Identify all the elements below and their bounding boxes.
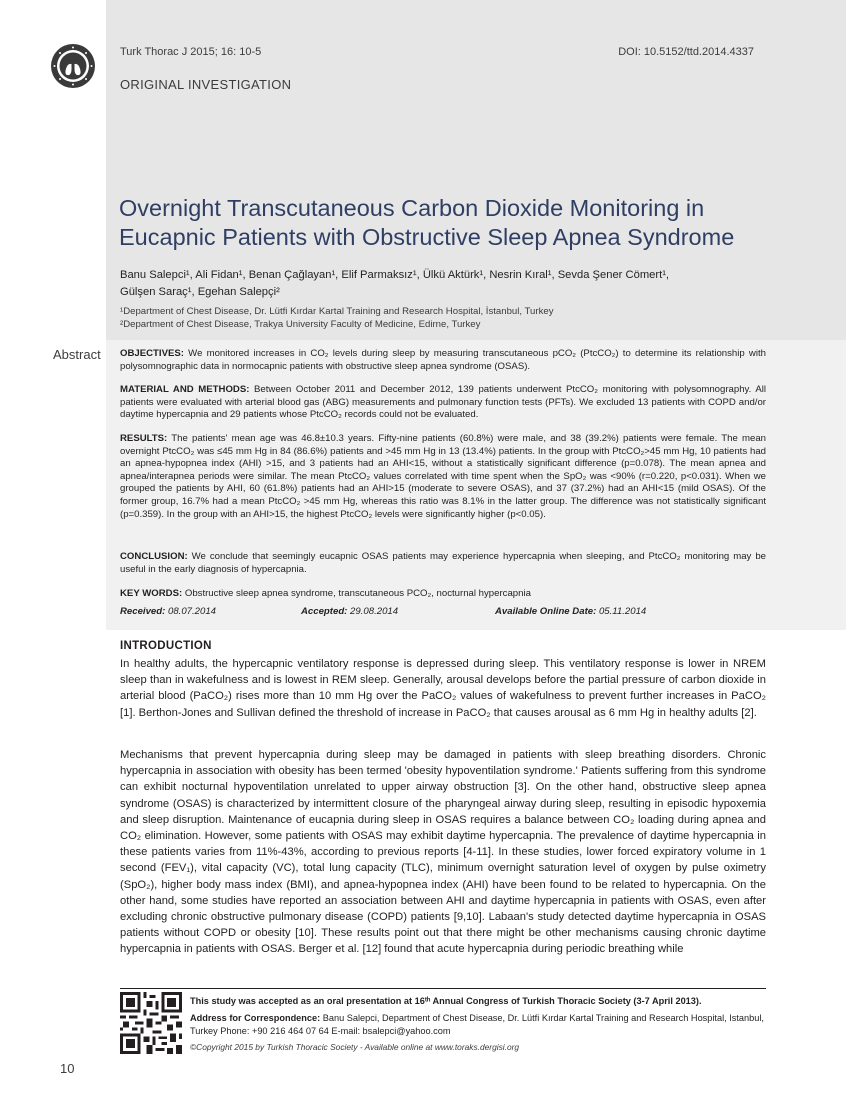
- correspondence: [190, 1012, 765, 1038]
- author-list: [120, 267, 780, 301]
- body-paragraph-1: In healthy adults, the hypercapnic ventilatory response is depressed during sleep. This ventilatory response is lower in NREM sleep than in wakefulness and is lowest in REM sleep. Generally, arousal develops before the partial pressure of carbon dioxide in arterial blood (PaCO₂) rises more than 10 mm Hg over the PaCO₂ values of wakefulness to prevent further increases in PaCO₂ [1]. Berthon-Jones and Sullivan defined the threshold of increase in PaCO₂ that causes arousal as 6 mm Hg in healthy adults [2].: [120, 658, 766, 719]
- abstract-objectives: [120, 348, 766, 373]
- keywords-text: Obstructive sleep apnea syndrome, transcutaneous PCO₂, nocturnal hypercapnia: [182, 588, 531, 599]
- correspondence-text: Banu Salepci, Department of Chest Disease, Dr. Lütfi Kırdar Kartal Training and Research Hospital, Istanbul, Turkey Phone: +90 216 464 07 64 E-mail: bsalepci@yahoo.com: [190, 1013, 764, 1036]
- qr-code-icon: [120, 992, 182, 1054]
- turkish-thoracic-society-logo-icon: [50, 43, 96, 89]
- methods-label: MATERIAL AND METHODS:: [120, 384, 250, 395]
- conclusion-text: We conclude that seemingly eucapnic OSAS patients may experience hypercapnia when sleeping, and PtcCO₂ monitoring may be useful in the early diagnosis of hypercapnia.: [120, 551, 766, 575]
- affiliation-1: ¹Department of Chest Disease, Dr. Lütfi Kırdar Kartal Training and Research Hospital, İstanbul, Turkey: [120, 306, 554, 317]
- title-line-2: Eucapnic Patients with Obstructive Sleep Apnea Syndrome: [119, 224, 735, 250]
- abstract-conclusion: [120, 551, 766, 576]
- abstract-methods: [120, 384, 766, 422]
- online-value: 05.11.2014: [596, 606, 647, 617]
- footer-divider: [120, 988, 766, 989]
- abstract-results: [120, 433, 766, 521]
- objectives-label: OBJECTIVES:: [120, 348, 184, 359]
- abstract-keywords: [120, 588, 766, 601]
- copyright: ©Copyright 2015 by Turkish Thoracic Society - Available online at www.toraks.dergisi.org: [190, 1042, 520, 1052]
- abstract-label: Abstract: [53, 347, 101, 362]
- methods-text: Between October 2011 and December 2012, 139 patients underwent PtcCO₂ monitoring with polysomnography. All patients were evaluated with arterial blood gas (ABG) measurements and pulmonary function tests (PFTs). We excluded 13 patients with COPD and/or daytime hypercapnia and 29 patients whose PtcCO₂ records could not be evaluated.: [120, 384, 766, 421]
- objectives-text: We monitored increases in CO₂ levels during sleep by measuring transcutaneous pCO₂ (PtcCO₂) to determine its relationship with polysomnographic data in normocapnic patients with obstructive sleep apnea syndrome (OSAS).: [120, 348, 766, 372]
- results-text: The patients' mean age was 46.8±10.3 years. Fifty-nine patients (60.8%) were male, and 38 (39.2%) patients were female. The mean overnight PtcCO₂ was ≤45 mm Hg in 84 (86.6%) patients and >45 mm Hg in 13 (13.4%) patients. In the group with PtcCO₂>45 mm Hg, 10 patients had an apnea-hypopnea index (AHI) >15, and 3 patients had an AHI<15, without a statistically significant difference (p=0.078). The mean apnea and apnea/interapnea periods were similar. The mean PtcCO₂ values correlated with time spent when the SpO₂ was <90% (r=0.220, p<0.031). When we grouped the patients by AHI, 60 (61.8%) patients had an AHI>15 (moderate to severe OSAS), and 37 (37.2%) had an AHI<15 (mild OSAS). Of the former group, 16.7% had a mean PtcCO₂ >45 mm Hg, whereas this ratio was 8.1% in the latter group. The difference was not statistically significant (p=0.359). In the group with an AHI>15, the highest PtcCO₂ levels were significantly higher (p<0.05).: [120, 433, 766, 520]
- presentation-note: This study was accepted as an oral presentation at 16ᵗʰ Annual Congress of Turkish Thoracic Society (3-7 April 2013).: [190, 996, 702, 1006]
- conclusion-label: CONCLUSION:: [120, 551, 188, 562]
- article-title: [119, 194, 809, 252]
- left-margin: [0, 0, 106, 1102]
- page-number: 10: [60, 1061, 75, 1076]
- authors-line-1: Banu Salepci¹, Ali Fidan¹, Benan Çağlayan¹, Elif Parmaksız¹, Ülkü Aktürk¹, Nesrin Kıral¹, Sevda Şener Cömert¹,: [120, 269, 670, 281]
- keywords-label: KEY WORDS:: [120, 588, 183, 599]
- journal-citation: Turk Thorac J 2015; 16: 10-5: [120, 46, 262, 58]
- authors-line-2: Gülşen Saraç¹, Egehan Salepçi²: [120, 286, 280, 298]
- body-paragraph-2: Mechanisms that prevent hypercapnia during sleep may be damaged in patients with sleep breathing disorders. Chronic hypercapnia in association with obesity has been termed 'obesity hypoventilation syndrome.' Patients suffering from this syndrome can exhibit nocturnal hypoventilation unrelated to upper airway obstruction [3]. On the other hand, obstructive sleep apnea syndrome (OSAS) is characterized by intermittent closure of the pharyngeal airway during sleep, resulting in episodic hypoxemia and sleep disruption. Maintenance of eucapnia during sleep in OSAS requires a balance between CO₂ loading during apnea and CO₂ elimination. However, some patients with OSAS may exhibit daytime hypercapnia. The prevalence of daytime hypercapnia in these patients varies from 11%-43%, according to previous reports [4-11]. In these studies, lower forced expiratory volume in 1 second (FEV₁), vital capacity (VC), total lung capacity (TLC), minimum overnight saturation level of oxygen by pulse oximetry (SpO₂), higher body mass index (BMI), and apnea-hypopnea index (AHI) have been found to be related to hypercapnia. On the other hand, some studies have reported an association between AHI and daytime hypercapnia in patients with OSAS, even after excluding chronic obstructive pulmonary disease (COPD) patients [9,10]. Labaan's study detected daytime hypercapnia in OSAS patients without COPD or obesity [10]. These results point out that there might be other mechanisms causing chronic daytime hypercapnia in patients with OSAS. Berger et al. [12] found that acute hypercapnia during periodic breathing while: [120, 749, 766, 956]
- accepted-label: Accepted:: [301, 606, 348, 617]
- results-label: RESULTS:: [120, 433, 168, 444]
- received-label: Received:: [120, 606, 166, 617]
- affiliation-2: ²Department of Chest Disease, Trakya University Faculty of Medicine, Edirne, Turkey: [120, 319, 481, 330]
- section-label: ORIGINAL INVESTIGATION: [120, 77, 292, 92]
- correspondence-label: Address for Correspondence:: [190, 1013, 321, 1023]
- online-label: Available Online Date:: [495, 606, 597, 617]
- title-line-1: Overnight Transcutaneous Carbon Dioxide Monitoring in: [119, 195, 705, 221]
- online-date: [495, 606, 646, 617]
- accepted-value: 29.08.2014: [347, 606, 399, 617]
- introduction-heading: INTRODUCTION: [120, 640, 212, 652]
- doi: DOI: 10.5152/ttd.2014.4337: [618, 46, 754, 58]
- received-date: [120, 606, 216, 617]
- received-value: 08.07.2014: [165, 606, 217, 617]
- accepted-date: [301, 606, 398, 617]
